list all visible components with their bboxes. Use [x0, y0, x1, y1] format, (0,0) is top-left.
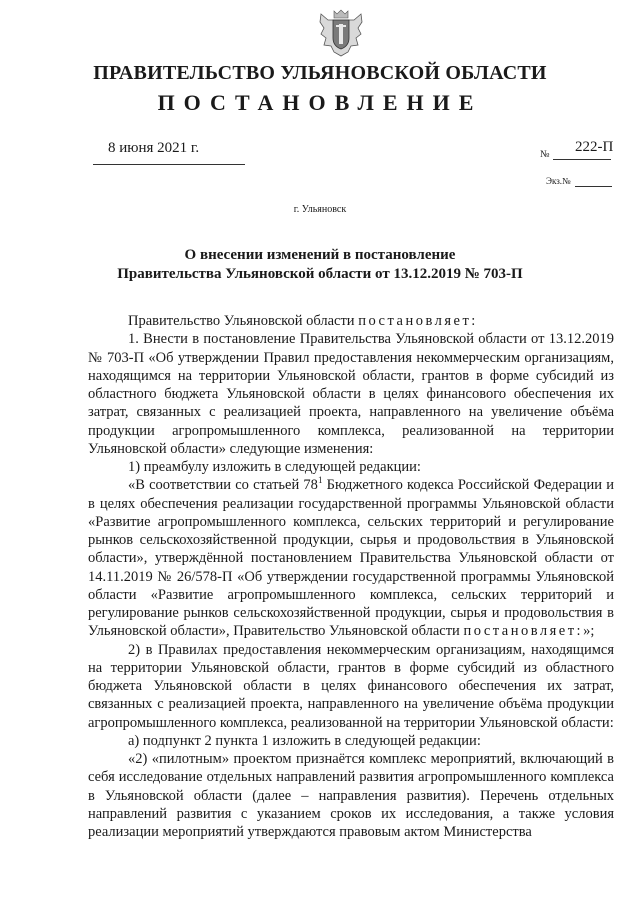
document-title	[0, 246, 640, 284]
intro-lead: Правительство Ульяновской области	[128, 313, 355, 329]
number-sign: №	[540, 149, 550, 160]
paragraph-6: «2) «пилотным» проектом признаётся комплекс мероприятий, включающий в себя исследование отдельных направлений развития агропромышленного комплекса в Ульяновской области (далее – направления развития). Перечень отдельных направлений развития с указанием сроков их исследования, а также условия реализации мероприятий утверждаются правовым актом Министерства	[88, 751, 614, 840]
document-body	[88, 312, 614, 841]
paragraph-2: 1) преамбулу изложить в следующей редакции:	[128, 459, 421, 475]
document-type: ПОСТАНОВЛЕНИЕ	[157, 90, 483, 115]
government-name: ПРАВИТЕЛЬСТВО УЛЬЯНОВСКОЙ ОБЛАСТИ	[93, 62, 547, 84]
paragraph-3-start: «В соответствии со статьей 78	[128, 477, 318, 494]
paragraph-3-end: »;	[583, 623, 595, 640]
article-superscript: 1	[317, 475, 323, 486]
document-date: 8 июня 2021 г.	[108, 140, 200, 156]
paragraph-3-main: Бюджетного кодекса Российской Федерации и в целях обеспечения реализации государственной программы Ульяновской области «Развитие агропромышленного комплекса, сельских территорий и регулирование рынков сельскохозяйственной продукции, сырья и продовольствия в Ульяновской области», утверждённой постановлением Правительства Ульяновской области от 14.11.2019 № 26/578-П «Об утверждении государственной программы Ульяновской области «Развитие агропромышленного комплекса, сельских территорий и регулирование рынков сельскохозяйственной продукции, сырья и продовольствия в Ульяновской области», Правительство Ульяновской области	[88, 477, 614, 640]
document-number: 222-П	[575, 139, 614, 155]
paragraph-5: а) подпункт 2 пункта 1 изложить в следующей редакции:	[128, 732, 481, 749]
paragraph-1: 1. Внести в постановление Правительства Ульяновской области от 13.12.2019 № 703-П «Об утверждении Правил предоставления некоммерческим организациям, находящимся на территории Ульяновской области, грантов в форме субсидий из областного бюджета Ульяновской области в целях финансового обеспечения их затрат, связанных с реализацией проекта, направленного на увеличение объёма продукции агропромышленного комплекса, реализованной на территории Ульяновской области» следующие изменения:	[88, 331, 614, 457]
coat-of-arms-icon	[318, 8, 364, 58]
date-underline	[93, 164, 245, 165]
intro-decree-word: постановляет:	[358, 313, 478, 329]
paragraph-3-decree-word: постановляет:	[463, 623, 584, 640]
paragraph-4: 2) в Правилах предоставления некоммерческим организациям, находящимся на территории Ульяновской области, грантов в форме субсидий из областного бюджета Ульяновской области в целях финансового обеспечения их затрат, связанных с реализацией проекта, направленного на увеличение объёма продукции агропромышленного комплекса, реализованной на территории Ульяновской области:	[88, 641, 614, 731]
city-name: г. Ульяновск	[293, 204, 347, 215]
title-line-1: О внесении изменений в постановление	[184, 247, 456, 263]
copy-number-underline	[575, 186, 612, 187]
number-underline	[553, 159, 611, 160]
paragraph-3	[88, 476, 614, 640]
intro-paragraph	[88, 312, 614, 330]
copy-number-label: Экз.№	[546, 176, 571, 186]
title-line-2: Правительства Ульяновской области от 13.12.2019 № 703-П	[117, 266, 523, 282]
